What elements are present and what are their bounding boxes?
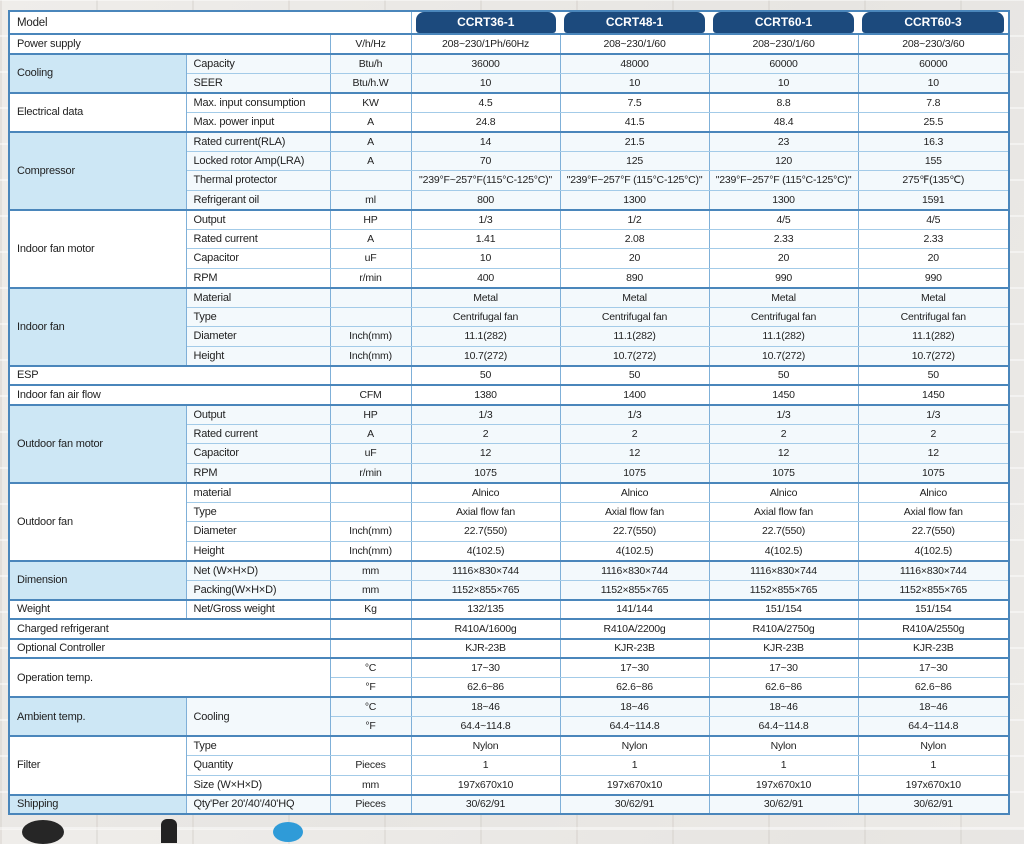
row-label: Compressor — [9, 132, 186, 210]
table-row — [9, 736, 1009, 756]
value-cell: 17~30 — [411, 658, 560, 678]
sub-label: Rated current — [186, 424, 330, 444]
spec-table — [8, 10, 1010, 815]
value-cell: 4/5 — [709, 210, 858, 230]
value-cell: 1450 — [858, 385, 1009, 405]
value-cell: 18~46 — [858, 697, 1009, 717]
unit-cell: mm — [330, 580, 411, 600]
value-cell: 10 — [560, 73, 709, 93]
value-cell: 64.4~114.8 — [560, 717, 709, 737]
unit-cell: °F — [330, 717, 411, 737]
row-label: Indoor fan motor — [9, 210, 186, 288]
value-cell: 16.3 — [858, 132, 1009, 152]
unit-cell: Btu/h.W — [330, 73, 411, 93]
value-cell: 17~30 — [709, 658, 858, 678]
value-cell: KJR-23B — [858, 639, 1009, 659]
value-cell: 1/3 — [709, 405, 858, 425]
value-cell: 10.7(272) — [858, 346, 1009, 366]
dark-glyph-logo-icon — [161, 819, 177, 843]
value-cell: 1/2 — [560, 210, 709, 230]
value-cell: 22.7(550) — [858, 522, 1009, 542]
value-cell: 48000 — [560, 54, 709, 74]
value-cell: 208~230/3/60 — [858, 34, 1009, 54]
value-cell: 120 — [709, 151, 858, 171]
sub-label: Max. input consumption — [186, 93, 330, 113]
value-cell: 11.1(282) — [858, 327, 1009, 347]
sub-label: Refrigerant oil — [186, 190, 330, 210]
value-cell: 7.8 — [858, 93, 1009, 113]
value-cell: "239°F~257°F (115°C-125°C)" — [709, 171, 858, 191]
value-cell: KJR-23B — [411, 639, 560, 659]
unit-cell: HP — [330, 405, 411, 425]
value-cell: 4(102.5) — [560, 541, 709, 561]
value-cell: 1.41 — [411, 229, 560, 249]
sub-label: Diameter — [186, 522, 330, 542]
value-cell: 48.4 — [709, 112, 858, 132]
value-cell: 24.8 — [411, 112, 560, 132]
sub-label: Capacity — [186, 54, 330, 74]
unit-cell — [330, 502, 411, 522]
unit-cell — [330, 483, 411, 503]
table-row — [9, 600, 1009, 620]
value-cell: 64.4~114.8 — [411, 717, 560, 737]
value-cell: 10 — [411, 73, 560, 93]
table-row — [9, 697, 1009, 717]
value-cell: 275℉(135℃) — [858, 171, 1009, 191]
value-cell: Alnico — [858, 483, 1009, 503]
sub-label: Quantity — [186, 756, 330, 776]
value-cell: 60000 — [709, 54, 858, 74]
value-cell: 30/62/91 — [560, 795, 709, 815]
model-row-label: Model — [9, 11, 411, 34]
value-cell: 1152×855×765 — [709, 580, 858, 600]
value-cell: 2 — [858, 424, 1009, 444]
value-cell: R410A/2550g — [858, 619, 1009, 639]
value-cell: 1116×830×744 — [709, 561, 858, 581]
table-row — [9, 132, 1009, 152]
value-cell: 1380 — [411, 385, 560, 405]
value-cell: 1/3 — [411, 405, 560, 425]
value-cell: 30/62/91 — [709, 795, 858, 815]
value-cell: 2.33 — [709, 229, 858, 249]
value-cell: 208~230/1Ph/60Hz — [411, 34, 560, 54]
value-cell: Centrifugal fan — [858, 307, 1009, 327]
row-label: Shipping — [9, 795, 186, 815]
unit-cell: r/min — [330, 463, 411, 483]
value-cell: 17~30 — [560, 658, 709, 678]
value-cell: 4.5 — [411, 93, 560, 113]
value-cell: 2 — [709, 424, 858, 444]
value-cell: 2 — [560, 424, 709, 444]
value-cell: 10.7(272) — [709, 346, 858, 366]
sub-label: Height — [186, 541, 330, 561]
sub-label: material — [186, 483, 330, 503]
value-cell: 25.5 — [858, 112, 1009, 132]
value-cell: Metal — [858, 288, 1009, 308]
cropped-logo-strip — [0, 816, 1024, 829]
value-cell: 1/3 — [411, 210, 560, 230]
sub-label: Type — [186, 307, 330, 327]
value-cell: 132/135 — [411, 600, 560, 620]
unit-cell — [330, 619, 411, 639]
value-cell: 11.1(282) — [411, 327, 560, 347]
unit-cell: A — [330, 229, 411, 249]
value-cell: 22.7(550) — [560, 522, 709, 542]
value-cell: 1400 — [560, 385, 709, 405]
unit-cell: Btu/h — [330, 54, 411, 74]
table-row — [9, 639, 1009, 659]
value-cell: 62.6~86 — [411, 678, 560, 698]
table-row — [9, 366, 1009, 386]
value-cell: 151/154 — [709, 600, 858, 620]
unit-cell: °F — [330, 678, 411, 698]
value-cell: 14 — [411, 132, 560, 152]
value-cell: 62.6~86 — [709, 678, 858, 698]
value-cell: 1075 — [709, 463, 858, 483]
unit-cell: Pieces — [330, 795, 411, 815]
sub-label: Diameter — [186, 327, 330, 347]
unit-cell: Inch(mm) — [330, 346, 411, 366]
unit-cell: A — [330, 424, 411, 444]
sub-label: Packing(W×H×D) — [186, 580, 330, 600]
value-cell: 10 — [858, 73, 1009, 93]
sub-label: Qty'Per 20'/40'/40'HQ — [186, 795, 330, 815]
value-cell: 197x670x10 — [411, 775, 560, 795]
value-cell: 1 — [411, 756, 560, 776]
value-cell: 20 — [709, 249, 858, 269]
sub-label: Capacitor — [186, 249, 330, 269]
sub-label: Locked rotor Amp(LRA) — [186, 151, 330, 171]
model-tab: CCRT60-3 — [862, 12, 1004, 33]
sub-label: Net/Gross weight — [186, 600, 330, 620]
row-label: Weight — [9, 600, 186, 620]
blue-round-logo-icon — [273, 822, 303, 842]
unit-cell: Inch(mm) — [330, 327, 411, 347]
unit-cell: mm — [330, 775, 411, 795]
row-label: Outdoor fan motor — [9, 405, 186, 483]
value-cell: 17~30 — [858, 658, 1009, 678]
value-cell: "239°F~257°F(115°C-125°C)" — [411, 171, 560, 191]
value-cell: Centrifugal fan — [709, 307, 858, 327]
unit-cell — [330, 736, 411, 756]
value-cell: 20 — [560, 249, 709, 269]
unit-cell — [330, 307, 411, 327]
unit-cell — [330, 639, 411, 659]
value-cell: 208~230/1/60 — [709, 34, 858, 54]
row-label: Power supply — [9, 34, 330, 54]
value-cell: 4(102.5) — [411, 541, 560, 561]
value-cell: 890 — [560, 268, 709, 288]
value-cell: 1591 — [858, 190, 1009, 210]
unit-cell: Inch(mm) — [330, 522, 411, 542]
value-cell: R410A/1600g — [411, 619, 560, 639]
value-cell: 50 — [411, 366, 560, 386]
value-cell: 18~46 — [560, 697, 709, 717]
value-cell: 12 — [560, 444, 709, 464]
value-cell: 11.1(282) — [560, 327, 709, 347]
value-cell: Centrifugal fan — [560, 307, 709, 327]
value-cell: R410A/2200g — [560, 619, 709, 639]
unit-cell: uF — [330, 444, 411, 464]
value-cell: 208~230/1/60 — [560, 34, 709, 54]
value-cell: 2.08 — [560, 229, 709, 249]
value-cell: KJR-23B — [560, 639, 709, 659]
model-header-row — [9, 11, 1009, 34]
row-label: Operation temp. — [9, 658, 330, 697]
value-cell: 1152×855×765 — [411, 580, 560, 600]
sub-label: SEER — [186, 73, 330, 93]
value-cell: 21.5 — [560, 132, 709, 152]
unit-cell: HP — [330, 210, 411, 230]
table-row — [9, 34, 1009, 54]
sub-label: Net (W×H×D) — [186, 561, 330, 581]
unit-cell: ml — [330, 190, 411, 210]
unit-cell: A — [330, 151, 411, 171]
row-label: Filter — [9, 736, 186, 795]
unit-cell — [330, 366, 411, 386]
value-cell: 10.7(272) — [411, 346, 560, 366]
value-cell: 141/144 — [560, 600, 709, 620]
model-tab: CCRT36-1 — [416, 12, 557, 33]
value-cell: 197x670x10 — [560, 775, 709, 795]
value-cell: 50 — [560, 366, 709, 386]
value-cell: 50 — [858, 366, 1009, 386]
sub-label: Output — [186, 405, 330, 425]
table-row — [9, 483, 1009, 503]
value-cell: 4/5 — [858, 210, 1009, 230]
value-cell: 800 — [411, 190, 560, 210]
unit-cell: uF — [330, 249, 411, 269]
value-cell: 12 — [858, 444, 1009, 464]
row-label: Outdoor fan — [9, 483, 186, 561]
value-cell: "239°F~257°F (115°C-125°C)" — [560, 171, 709, 191]
row-label: ESP — [9, 366, 330, 386]
table-row — [9, 210, 1009, 230]
unit-cell — [330, 171, 411, 191]
sub-label: Rated current(RLA) — [186, 132, 330, 152]
table-row — [9, 93, 1009, 113]
value-cell: 2.33 — [858, 229, 1009, 249]
value-cell: 4(102.5) — [709, 541, 858, 561]
value-cell: 60000 — [858, 54, 1009, 74]
value-cell: 64.4~114.8 — [858, 717, 1009, 737]
value-cell: 12 — [411, 444, 560, 464]
value-cell: Axial flow fan — [858, 502, 1009, 522]
table-row — [9, 405, 1009, 425]
sub-label: Type — [186, 736, 330, 756]
model-tab: CCRT48-1 — [564, 12, 705, 33]
dark-round-logo-icon — [22, 820, 64, 844]
value-cell: 11.1(282) — [709, 327, 858, 347]
value-cell: 36000 — [411, 54, 560, 74]
value-cell: 8.8 — [709, 93, 858, 113]
sub-label: RPM — [186, 268, 330, 288]
table-row — [9, 619, 1009, 639]
value-cell: 12 — [709, 444, 858, 464]
value-cell: 1116×830×744 — [560, 561, 709, 581]
value-cell: 155 — [858, 151, 1009, 171]
value-cell: R410A/2750g — [709, 619, 858, 639]
value-cell: 22.7(550) — [709, 522, 858, 542]
model-tab-cell — [858, 11, 1009, 34]
value-cell: Alnico — [411, 483, 560, 503]
unit-cell: CFM — [330, 385, 411, 405]
unit-cell — [330, 288, 411, 308]
value-cell: 62.6~86 — [858, 678, 1009, 698]
model-tab-cell — [560, 11, 709, 34]
sub-label: Thermal protector — [186, 171, 330, 191]
unit-cell: A — [330, 112, 411, 132]
value-cell: 1075 — [411, 463, 560, 483]
value-cell: 1152×855×765 — [858, 580, 1009, 600]
value-cell: 41.5 — [560, 112, 709, 132]
row-label: Electrical data — [9, 93, 186, 132]
value-cell: 197x670x10 — [709, 775, 858, 795]
value-cell: 990 — [858, 268, 1009, 288]
value-cell: 1/3 — [858, 405, 1009, 425]
value-cell: 197x670x10 — [858, 775, 1009, 795]
value-cell: 18~46 — [411, 697, 560, 717]
value-cell: 10 — [411, 249, 560, 269]
value-cell: 50 — [709, 366, 858, 386]
row-label: Optional Controller — [9, 639, 330, 659]
unit-cell: V/h/Hz — [330, 34, 411, 54]
table-row — [9, 795, 1009, 815]
value-cell: 400 — [411, 268, 560, 288]
table-row — [9, 54, 1009, 74]
value-cell: KJR-23B — [709, 639, 858, 659]
value-cell: Metal — [560, 288, 709, 308]
unit-cell: Pieces — [330, 756, 411, 776]
unit-cell: °C — [330, 658, 411, 678]
unit-cell: A — [330, 132, 411, 152]
sub-label: Capacitor — [186, 444, 330, 464]
sub-label: Cooling — [186, 697, 330, 736]
sub-label: Max. power input — [186, 112, 330, 132]
value-cell: 70 — [411, 151, 560, 171]
sub-label: Output — [186, 210, 330, 230]
value-cell: 18~46 — [709, 697, 858, 717]
value-cell: Alnico — [560, 483, 709, 503]
value-cell: Metal — [411, 288, 560, 308]
value-cell: 151/154 — [858, 600, 1009, 620]
value-cell: 1 — [709, 756, 858, 776]
model-tab-cell — [411, 11, 560, 34]
value-cell: Alnico — [709, 483, 858, 503]
sub-label: RPM — [186, 463, 330, 483]
value-cell: 20 — [858, 249, 1009, 269]
value-cell: 1116×830×744 — [858, 561, 1009, 581]
value-cell: 1300 — [709, 190, 858, 210]
unit-cell: Inch(mm) — [330, 541, 411, 561]
value-cell: 22.7(550) — [411, 522, 560, 542]
value-cell: 23 — [709, 132, 858, 152]
value-cell: Nylon — [411, 736, 560, 756]
model-tab: CCRT60-1 — [713, 12, 854, 33]
value-cell: Axial flow fan — [560, 502, 709, 522]
value-cell: Metal — [709, 288, 858, 308]
unit-cell: mm — [330, 561, 411, 581]
value-cell: 30/62/91 — [411, 795, 560, 815]
value-cell: 1152×855×765 — [560, 580, 709, 600]
table-row — [9, 561, 1009, 581]
row-label: Indoor fan — [9, 288, 186, 366]
value-cell: 1/3 — [560, 405, 709, 425]
sub-label: Size (W×H×D) — [186, 775, 330, 795]
value-cell: 1075 — [560, 463, 709, 483]
sub-label: Rated current — [186, 229, 330, 249]
value-cell: Centrifugal fan — [411, 307, 560, 327]
row-label: Charged refrigerant — [9, 619, 330, 639]
table-row — [9, 385, 1009, 405]
value-cell: 30/62/91 — [858, 795, 1009, 815]
row-label: Ambient temp. — [9, 697, 186, 736]
value-cell: Nylon — [858, 736, 1009, 756]
value-cell: 1450 — [709, 385, 858, 405]
sub-label: Height — [186, 346, 330, 366]
value-cell: 62.6~86 — [560, 678, 709, 698]
value-cell: 4(102.5) — [858, 541, 1009, 561]
value-cell: 1300 — [560, 190, 709, 210]
value-cell: 1116×830×744 — [411, 561, 560, 581]
value-cell: 125 — [560, 151, 709, 171]
value-cell: 1 — [858, 756, 1009, 776]
unit-cell: KW — [330, 93, 411, 113]
sub-label: Type — [186, 502, 330, 522]
value-cell: Axial flow fan — [709, 502, 858, 522]
table-row — [9, 288, 1009, 308]
value-cell: 2 — [411, 424, 560, 444]
value-cell: 10.7(272) — [560, 346, 709, 366]
row-label: Cooling — [9, 54, 186, 93]
unit-cell: °C — [330, 697, 411, 717]
value-cell: Nylon — [560, 736, 709, 756]
unit-cell: Kg — [330, 600, 411, 620]
row-label: Indoor fan air flow — [9, 385, 330, 405]
row-label: Dimension — [9, 561, 186, 600]
value-cell: 64.4~114.8 — [709, 717, 858, 737]
value-cell: Nylon — [709, 736, 858, 756]
value-cell: Axial flow fan — [411, 502, 560, 522]
value-cell: 7.5 — [560, 93, 709, 113]
unit-cell: r/min — [330, 268, 411, 288]
table-row — [9, 658, 1009, 678]
value-cell: 1 — [560, 756, 709, 776]
value-cell: 1075 — [858, 463, 1009, 483]
value-cell: 10 — [709, 73, 858, 93]
spec-table-wrap — [8, 10, 1010, 815]
value-cell: 990 — [709, 268, 858, 288]
sub-label: Material — [186, 288, 330, 308]
model-tab-cell — [709, 11, 858, 34]
